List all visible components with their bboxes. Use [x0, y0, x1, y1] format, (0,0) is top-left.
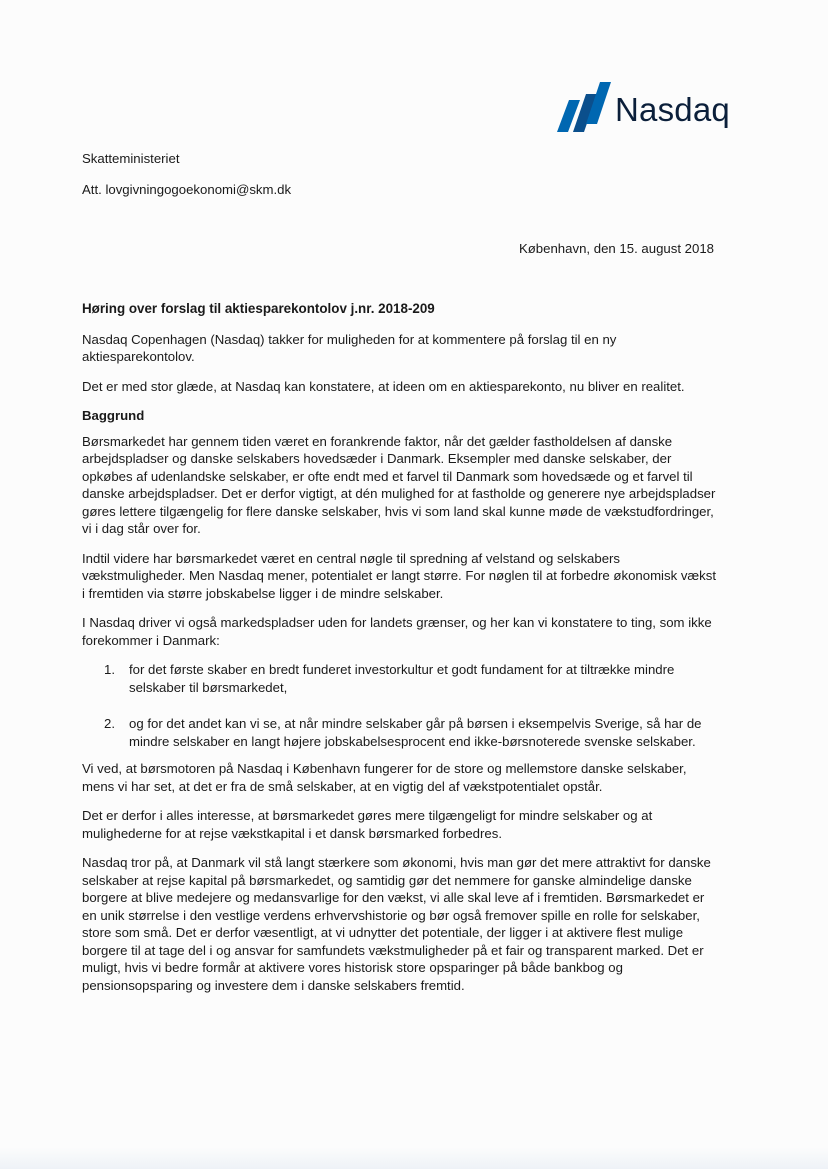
- paragraph: Det er derfor i alles interesse, at børsmarkedet gøres mere tilgængeligt for mindre selskaber og at mulighederne for at rejse vækstkapital i et dansk børsmarked forbedres.: [82, 808, 653, 841]
- list-text: for det første skaber en bredt funderet investorkultur et godt fundament for at tiltrække mindre selskaber til børsmarkedet,: [129, 662, 675, 695]
- numbered-list: [82, 661, 722, 750]
- list-item: [104, 715, 722, 750]
- paragraph: Indtil videre har børsmarkedet været en central nøgle til spredning af velstand og selskabers vækstmuligheder. Men Nasdaq mener, potentialet er langt større. For nøglen til at forbedre økonomisk vækst i fremtiden via større jobskabelse ligger i de mindre selskaber.: [82, 550, 717, 601]
- nasdaq-n-logo-icon: [555, 80, 611, 134]
- paragraph: I Nasdaq driver vi også markedspladser uden for landets grænser, og her kan vi konstatere to ting, som ikke forekommer i Danmark:: [82, 615, 712, 648]
- paragraph: Børsmarkedet har gennem tiden været en forankrende faktor, når det gælder fastholdelsen af danske arbejdspladser og danske selskabers hovedsæder i Danmark. Eksempler med danske selskaber, der opkøbes af udenlandske selskaber, er ofte endt med et farvel til Danmark som hovedsæde og et farvel til danske arbejdspladser. Det er derfor vigtigt, at dén mulighed for at fastholde og generere nye arbejdspladser gøres lettere tilgængelig for flere danske selskaber, hvis vi som land skal kunne møde de vækstudfordringer, vi i dag står over for.: [82, 433, 716, 536]
- logo-wordmark: Nasdaq: [615, 91, 730, 128]
- attention-line: Att. lovgivningogoekonomi@skm.dk: [82, 182, 292, 197]
- letter-body: [82, 300, 722, 1006]
- place-date: København, den 15. august 2018: [518, 241, 714, 256]
- section-heading: Baggrund: [82, 408, 145, 423]
- paragraph: Det er med stor glæde, at Nasdaq kan konstatere, at ideen om en aktiesparekonto, nu bliver en realitet.: [82, 378, 685, 394]
- list-number: 1.: [104, 662, 115, 677]
- paragraph: Vi ved, at børsmotoren på Nasdaq i København fungerer for de store og mellemstore danske selskaber, mens vi har set, at det er fra de små selskaber, at en vigtig del af vækstpotentialet opstår.: [82, 761, 687, 794]
- recipient: Skatteministeriet: [82, 151, 180, 166]
- nasdaq-logo: [555, 78, 730, 134]
- paragraph: Nasdaq Copenhagen (Nasdaq) takker for muligheden for at kommentere på forslag til en ny aktiesparekontolov.: [82, 331, 617, 364]
- paragraph: Nasdaq tror på, at Danmark vil stå langt stærkere som økonomi, hvis man gør det mere attraktivt for danske selskaber at rejse kapital på børsmarkedet, og samtidig gør det nemmere for ganske almindelige danske borgere at blive medejere og medansvarlige for den vækst, vi alle skal leve af i fremtiden. Børsmarkedet er en unik størrelse i den vestlige verdens erhvervshistorie og bør også fremover spille en rolle for selskaber, store som små. Det er derfor væsentligt, at vi udnytter det potentiale, der ligger i at aktivere flest mulige borgere til at tage del i og ansvar for samfundets vækstmuligheder på et fair og transparent marked. Det er muligt, hvis vi bedre formår at aktivere vores historisk store opsparinger på både bankbog og pensionsopsparing og investere dem i danske selskabers fremtid.: [82, 855, 711, 993]
- list-text: og for det andet kan vi se, at når mindre selskaber går på børsen i eksempelvis Sverige, så har de mindre selskaber en langt højere jobskabelsesprocent end ikke-børsnoterede svenske selskaber.: [129, 716, 702, 749]
- list-item: [104, 661, 722, 696]
- scan-edge: [0, 1147, 828, 1169]
- letter-title: Høring over forslag til aktiesparekontolov j.nr. 2018-209: [82, 301, 435, 316]
- list-number: 2.: [104, 716, 115, 731]
